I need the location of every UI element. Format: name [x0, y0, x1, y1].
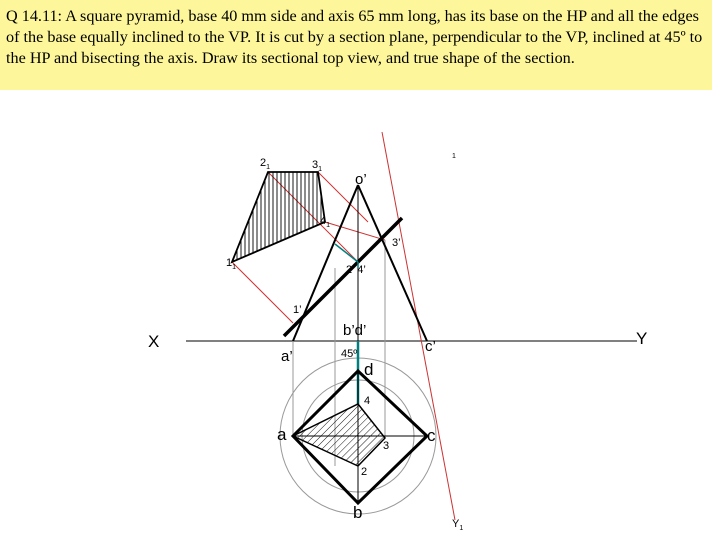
label-c: c: [427, 426, 436, 445]
label-o-prime: o’: [355, 171, 367, 188]
label-3-1: $3_1$: [312, 159, 323, 173]
label-2-1: $2_1$: [260, 157, 271, 171]
label-a: a: [277, 425, 287, 444]
cutting-plane: [284, 218, 402, 336]
label-4-1: $4_1$: [320, 215, 331, 229]
label-a-prime: a’: [281, 348, 293, 365]
label-c-prime: c’: [425, 338, 436, 355]
question-text: Q 14.11: A square pyramid, base 40 mm side and axis 65 mm long, has its base on the HP and all the edges of the base equally inclined to the VP. It is cut by a section plane, perpendicular to the VP, inclined at 45º to the HP and bisecting the axis. Draw its sectional top view, and true shape of the section.: [0, 0, 712, 90]
label-2-4-prime: 2’ 4’: [346, 264, 366, 276]
label-tv-3: 3: [383, 440, 390, 452]
label-x1-mark: 1: [452, 153, 456, 160]
label-d: d: [364, 360, 374, 379]
label-3-prime: 3’: [392, 237, 401, 249]
label-angle: 45º: [341, 348, 358, 360]
label-x: X: [148, 332, 160, 351]
label-1-1: $1_1$: [226, 257, 237, 271]
label-tv-4: 4: [364, 395, 371, 407]
label-tv-2: 2: [361, 466, 368, 478]
label-1-prime: 1’: [293, 304, 302, 316]
label-y1: $Y_1$: [452, 518, 464, 532]
label-b: b: [353, 503, 363, 522]
label-b-d-prime: b’d’: [343, 322, 367, 339]
label-y: Y: [636, 329, 648, 348]
true-shape-section: [232, 172, 325, 262]
